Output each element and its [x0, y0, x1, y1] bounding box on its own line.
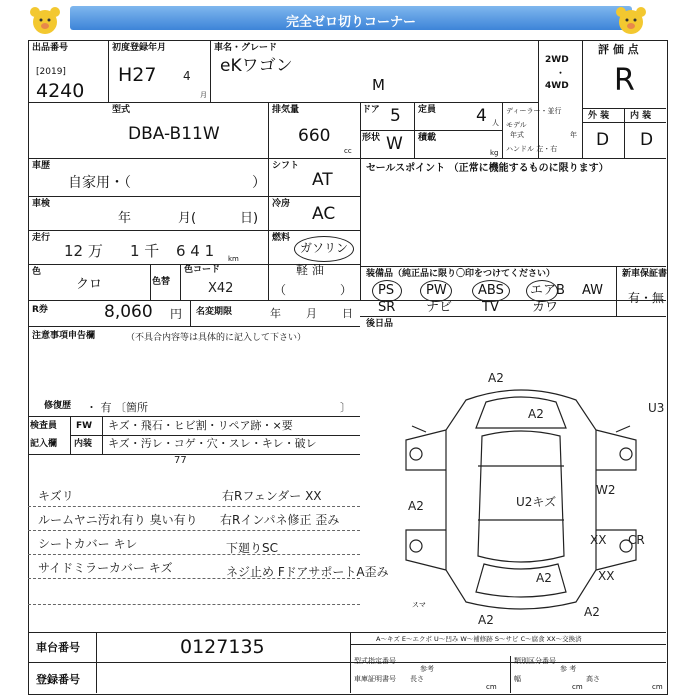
interior-label: 内装	[74, 439, 93, 449]
shift-value: AT	[312, 170, 333, 190]
lot-year: [2019]	[36, 67, 66, 77]
fw-label: FW	[76, 421, 93, 431]
entry-label: 記入欄	[30, 439, 58, 449]
length-label: 長さ	[410, 675, 424, 683]
inspection-day: 日)	[240, 211, 259, 226]
load-label: 積載	[418, 133, 437, 143]
model-grade: M	[372, 76, 385, 94]
equipment-aw: AW	[582, 283, 604, 298]
fuel-paren-open: （	[274, 283, 287, 297]
bear-mascot-left-icon	[26, 6, 64, 36]
equipment-tv: TV	[482, 300, 499, 315]
reference-label-2: 参 考	[560, 665, 577, 673]
score-interior: D	[640, 130, 654, 150]
score-label: 評 価 点	[598, 43, 639, 56]
color-change-label: 色替	[152, 277, 171, 287]
displacement-value: 660	[298, 126, 331, 146]
dealer-label: ディーラー・並行	[506, 107, 562, 115]
color-value: クロ	[76, 277, 103, 292]
color-label: 色	[32, 267, 42, 277]
ps-circle	[372, 280, 402, 302]
recycle-value: 8,060	[104, 302, 153, 322]
notes-label: 注意事項申告欄	[32, 331, 96, 341]
class-label: 類別区分番号	[514, 657, 556, 665]
chassis-label: 車台番号	[36, 641, 80, 654]
fuel-gasoline-circle	[294, 236, 354, 262]
width-unit: cm	[572, 683, 583, 691]
color-code: X42	[208, 281, 234, 296]
handle-label: ハンドル 左・右	[506, 145, 558, 153]
inspection-year: 年	[118, 211, 132, 226]
equipment-leather: カワ	[532, 300, 559, 315]
model-name: eKワゴン	[220, 56, 293, 76]
rear-seat-label: 後日品	[366, 319, 394, 329]
recycle-unit: 円	[170, 307, 183, 321]
remark-left-2: ルームヤニ汚れ有り 臭い有り	[38, 513, 198, 527]
warranty-value: 有・無	[628, 291, 665, 305]
interior-items: キズ・汚レ・コゲ・穴・スレ・キレ・破レ	[108, 437, 317, 450]
inspector-label: 検査員	[30, 421, 58, 431]
height-label: 高さ	[586, 675, 600, 683]
fuel-paren-close: ）	[340, 283, 353, 297]
airbag-circle	[526, 280, 558, 302]
mark-front-right: U3	[648, 401, 665, 415]
score-interior-label: 内 装	[630, 111, 652, 121]
mark-front: A2	[488, 371, 504, 385]
expiry-month: 月	[306, 307, 317, 320]
mark-right-rear-2: CR	[628, 533, 645, 547]
pw-circle	[420, 280, 452, 302]
mark-trunk: A2	[536, 571, 552, 585]
shape-label: 形状	[362, 133, 381, 143]
capacity-label: 定員	[418, 105, 437, 115]
load-unit: kg	[490, 149, 499, 157]
mark-right-door: W2	[596, 483, 616, 497]
reference-label: 参考	[420, 665, 434, 673]
displacement-unit: cc	[344, 147, 352, 155]
shape-value: W	[386, 134, 403, 154]
drive-sep: ・	[556, 69, 566, 79]
type-value: DBA-B11W	[128, 124, 220, 144]
remark-right-4: ネジ止め FドアサポートA歪み	[226, 565, 389, 579]
remark-right-3: 下廻りSC	[226, 541, 278, 555]
length-unit: cm	[486, 683, 497, 691]
lot-label: 出品番号	[32, 43, 69, 53]
equipment-pw: PW	[426, 283, 447, 298]
first-registration-month-unit: 月	[200, 91, 207, 99]
remark-right-1: 右Rフェンダー XX	[222, 489, 322, 503]
remark-right-2: 右Rインパネ修正 歪み	[220, 513, 340, 527]
mileage-man: 12 万	[64, 242, 103, 260]
score-exterior: D	[596, 130, 610, 150]
equipment-label: 装備品（純正品に限り〇印をつけてください）	[366, 269, 556, 279]
first-registration-label: 初度登録年月	[112, 43, 167, 53]
page-title: 完全ゼロ切りコーナー	[285, 15, 416, 30]
expiry-label: 名変期限	[196, 307, 233, 317]
inspection-label: 車検	[32, 199, 51, 209]
bear-mascot-right-icon	[612, 6, 650, 36]
exterior-items: キズ・飛石・ヒビ割・リペア跡・×要	[108, 419, 293, 432]
mark-right-rear-3: XX	[598, 569, 615, 583]
remark-left-4: サイドミラーカバー キズ	[38, 561, 173, 575]
garage-label: 車庫証明書号	[354, 675, 396, 683]
equipment-sr: SR	[378, 300, 396, 315]
abs-circle	[472, 280, 510, 302]
mark-roof: U2キズ	[516, 495, 557, 509]
entry-tag: 77	[174, 455, 187, 466]
fuel-label: 燃料	[272, 233, 291, 243]
displacement-label: 排気量	[272, 105, 300, 115]
repair-close: 〕	[340, 401, 351, 414]
model-year-label: モデル	[506, 121, 527, 129]
history-label: 車歴	[32, 161, 51, 171]
equipment-ps: PS	[378, 283, 395, 298]
type-label: 型式	[112, 105, 131, 115]
model-label: 車名・グレード	[214, 43, 278, 53]
mark-rear-2: A2	[584, 605, 600, 619]
page-header	[70, 6, 632, 30]
mark-bonnet: A2	[528, 407, 544, 421]
mark-left-door: A2	[408, 499, 424, 513]
height-unit: cm	[652, 683, 663, 691]
inspection-month: 月(	[178, 211, 197, 226]
mark-right-rear-1: XX	[590, 533, 607, 547]
warranty-label: 新車保証書	[622, 269, 668, 279]
mark-rear-1: A2	[478, 613, 494, 627]
score-exterior-label: 外 装	[588, 111, 610, 121]
expiry-day: 日	[342, 307, 353, 320]
history-value: 自家用・（	[68, 175, 131, 191]
mileage-unit: km	[228, 255, 239, 263]
notes-sub: （不具合内容等は具体的に記入して下さい）	[126, 333, 307, 343]
type-designation-label: 型式指定番号	[354, 657, 396, 665]
aircon-value: AC	[312, 204, 336, 224]
mileage-sen: 1 千	[130, 242, 160, 260]
remark-left-3: シートカバー キレ	[38, 537, 138, 551]
fuel-diesel: 軽 油	[296, 263, 324, 277]
color-code-label: 色コード	[184, 265, 221, 275]
year-unit: 年	[570, 131, 577, 139]
legend: A～キズ E～エクボ U～凹み W～補修跡 S～サビ C～腐食 XX～交換済	[376, 635, 582, 643]
equipment-abs: ABS	[478, 283, 504, 298]
width-label: 幅	[514, 675, 521, 683]
doors-label: ドア	[362, 105, 380, 115]
equipment-navi: ナビ	[426, 300, 453, 315]
capacity-unit: 人	[492, 119, 499, 127]
registration-label: 登録番号	[36, 673, 80, 686]
score-value: R	[614, 63, 635, 98]
expiry-year: 年	[270, 307, 281, 320]
remark-left-1: キズリ	[38, 489, 74, 503]
capacity-value: 4	[476, 106, 487, 126]
drive-4wd: 4WD	[545, 81, 569, 91]
year-label: 年式	[510, 131, 524, 139]
repair-label: 修復歴	[44, 401, 72, 411]
diagram-label: スマ	[412, 601, 426, 609]
equipment-airbag: エアB	[530, 283, 565, 298]
shift-label: シフト	[272, 161, 300, 171]
mileage-label: 走行	[32, 233, 51, 243]
mileage-rest: 6 4 1	[176, 242, 215, 260]
first-registration-month: 4	[183, 69, 191, 83]
recycle-label: R券	[32, 305, 48, 315]
history-close: ）	[252, 175, 266, 191]
chassis-value: 0127135	[180, 636, 265, 658]
repair-value: ・ 有 〔箇所	[86, 401, 148, 414]
fuel-gasoline: ガソリン	[300, 241, 349, 255]
doors-value: 5	[390, 106, 401, 126]
drive-2wd: 2WD	[545, 55, 569, 65]
sales-point-label: セールスポイント （正常に機能するものに限ります）	[366, 163, 609, 174]
aircon-label: 冷房	[272, 199, 291, 209]
lot-number: 4240	[36, 80, 85, 102]
first-registration-year: H27	[118, 64, 157, 86]
